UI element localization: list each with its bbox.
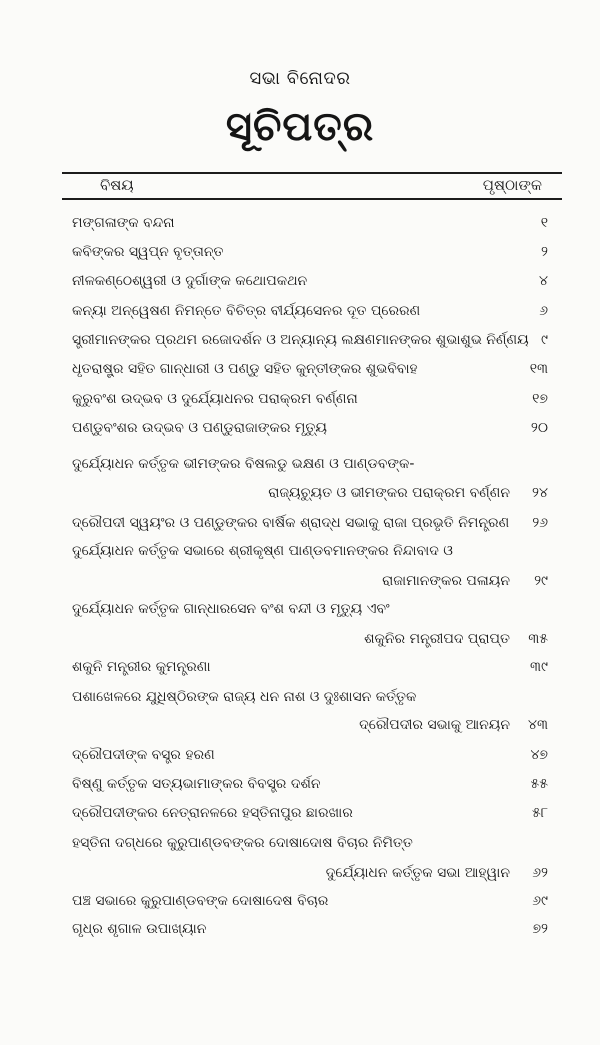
toc-entry-page-number: ୨୪	[532, 485, 548, 501]
toc-entry	[0, 241, 600, 263]
toc-entry-title: ସ୍ତ୍ରୀମାନଙ୍କର ପ୍ରଥମ ରଜୋଦର୍ଶନ ଓ ଅନ୍ୟାନ୍ୟ ଲକ୍ଷଣମାନଙ୍କର ଶୁଭାଶୁଭ ନିର୍ଣ୍ଣୟ	[72, 332, 529, 348]
toc-entry	[0, 656, 600, 678]
page-heading: ସୂଚିପତ୍ର	[225, 104, 375, 150]
toc-entry	[0, 212, 600, 234]
toc-entry-page-number: ୪୭	[530, 747, 548, 763]
toc-entry-page-number: ୬୨	[532, 865, 548, 881]
toc-entry-title: ରାଜାମାନଙ୍କର ପଳାୟନ	[382, 573, 510, 589]
toc-entry-page-number: ୨୯	[534, 573, 548, 589]
toc-entry-page-number: ୧	[540, 215, 548, 231]
header-rule-bottom	[62, 198, 562, 200]
toc-entry	[0, 773, 600, 795]
column-header-page: ପୃଷ୍ଠାଙ୍କ	[482, 176, 542, 194]
toc-entry-title: ଦ୍ରୌପଦୀଙ୍କର ନେତ୍ରାନଳରେ ହସ୍ତିନାପୁର ଛାରଖାର	[72, 805, 353, 821]
toc-entry-page-number: ୩୯	[530, 659, 548, 675]
toc-entry	[0, 598, 600, 620]
toc-entry-continuation	[0, 862, 600, 884]
toc-entry-page-number: ୨୦	[530, 420, 548, 436]
toc-entry-page-number: ୪	[539, 273, 548, 289]
toc-entry	[0, 918, 600, 940]
toc-entry-continuation	[0, 628, 600, 650]
toc-entry-title: ପଞ୍ଚ ସଭାରେ କୁରୁପାଣ୍ଡବଙ୍କ ଦୋଷାଦେଷ ବିଚାର	[72, 893, 329, 909]
toc-entry	[0, 540, 600, 562]
column-header-subject: ବିଷୟ	[100, 176, 134, 194]
toc-entry-title: ଦ୍ରୌପଦୀଙ୍କ ବସ୍ତ୍ର ହରଣ	[72, 747, 215, 763]
toc-entry-title: ଦୁର୍ଯ୍ୟୋଧନ କର୍ତ୍ତୃକ ସଭାରେ ଶ୍ରୀକୃଷ୍ଣ ପାଣ୍ଡବମାନଙ୍କର ନିନ୍ଦାବାଦ ଓ	[72, 543, 453, 559]
toc-entry-page-number: ୬୯	[532, 893, 548, 909]
toc-entry	[0, 300, 600, 322]
toc-entry-title: ଶକୁନି ମନ୍ତ୍ରୀର କୁମନ୍ତ୍ରଣା	[72, 659, 211, 675]
toc-entry-title: ଗୃଧ୍ର ଶୃଗାଳ ଉପାଖ୍ୟାନ	[72, 921, 207, 937]
book-title: ସଭା ବିନୋଦର	[249, 68, 351, 89]
toc-entry-page-number: ୪୩	[528, 717, 548, 733]
toc-entry	[0, 512, 600, 534]
toc-entry-title: ଦୁର୍ଯ୍ୟୋଧନ କର୍ତ୍ତୃକ ଗାନ୍ଧାରସେନ ବଂଶ ବନ୍ଦୀ ଓ ମୃତ୍ୟୁ ଏବଂ	[72, 601, 390, 617]
toc-entry-page-number: ୫୮	[531, 805, 548, 821]
toc-entry	[0, 358, 600, 380]
toc-entry-page-number: ୧୩	[529, 361, 548, 377]
toc-entry-page-number: ୩୫	[528, 631, 548, 647]
toc-entry	[0, 453, 600, 475]
toc-entry-title: କବିଙ୍କର ସ୍ୱପ୍ନ ବୃତ୍ତାନ୍ତ	[72, 244, 224, 260]
toc-entry-title: ମଙ୍ଗଳାଙ୍କ ବନ୍ଦନା	[72, 215, 175, 231]
toc-entry-title: ଧୃତରାଷ୍ଟ୍ର ସହିତ ଗାନ୍ଧାରୀ ଓ ପଣ୍ଡୁ ସହିତ କୁନ୍ତୀଙ୍କର ଶୁଭବିବାହ	[72, 361, 418, 377]
toc-entry-title: କୁରୁବଂଶ ଉଦ୍ଭବ ଓ ଦୁର୍ଯ୍ୟୋଧନର ପରାକ୍ରମ ବର୍ଣ୍ଣନା	[72, 391, 358, 407]
toc-entry-page-number: ୫୫	[530, 776, 548, 792]
toc-entry-page-number: ୭୨	[532, 921, 548, 937]
toc-entry-page-number: ୬	[539, 303, 548, 319]
toc-entry	[0, 890, 600, 912]
toc-entry-title: ଦ୍ରୌପଦୀର ସଭାକୁ ଆନୟନ	[359, 717, 510, 733]
toc-entry-page-number: ୨	[541, 244, 548, 260]
toc-entry-page-number: ୯	[541, 332, 548, 348]
toc-entry-page-number: ୨୬	[532, 515, 548, 531]
toc-entry-title: ଶକୁନିର ମନ୍ତ୍ରୀପଦ ପ୍ରାପ୍ତ	[364, 631, 510, 647]
toc-entry	[0, 417, 600, 439]
toc-entry	[0, 270, 600, 292]
header-rule-top	[62, 172, 562, 174]
toc-entry-title: ପଶାଖେଳରେ ଯୁଧିଷ୍ଠିରଙ୍କ ରାଜ୍ୟ ଧନ ନାଶ ଓ ଦୁଃଶାସନ କର୍ତ୍ତୃକ	[72, 689, 417, 705]
toc-entry-continuation	[0, 570, 600, 592]
toc-entry	[0, 329, 600, 351]
toc-entry-title: ରାଜ୍ୟଚ୍ୟୁତ ଓ ଭୀମଙ୍କର ପରାକ୍ରମ ବର୍ଣ୍ଣନ	[268, 485, 510, 501]
toc-entry-title: ପଣ୍ଡୁବଂଶର ଉଦ୍ଭବ ଓ ପଣ୍ଡୁରାଜାଙ୍କର ମୃତ୍ୟୁ	[72, 420, 327, 436]
toc-entry	[0, 388, 600, 410]
toc-entry-title: ହସ୍ତିନା ଦଗ୍ଧରେ କୁରୁପାଣ୍ଡବଙ୍କର ଦୋଷାଦୋଷ ବିଚାର ନିମିତ୍ତ	[72, 835, 413, 851]
toc-entry	[0, 832, 600, 854]
toc-entry-title: କନ୍ୟା ଅନ୍ୱେଷଣ ନିମନ୍ତେ ବିଚିତ୍ର ବୀର୍ଯ୍ୟସେନର ଦୂତ ପ୍ରେରଣ	[72, 303, 421, 319]
toc-entry-title: ଦ୍ରୌପଦୀ ସ୍ୱୟଂର ଓ ପଣ୍ଡୁଙ୍କର ବାର୍ଷିକ ଶ୍ରାଦ୍ଧ ସଭାକୁ ରାଜା ପ୍ରଭୃତି ନିମନ୍ତ୍ରଣ	[72, 515, 510, 531]
toc-entry-continuation	[0, 714, 600, 736]
toc-entry-page-number: ୧୭	[532, 391, 548, 407]
toc-entry-title: ଦୁର୍ଯ୍ୟୋଧନ କର୍ତ୍ତୃକ ଭୀମଙ୍କର ବିଷଲଡୁ ଭକ୍ଷଣ ଓ ପାଣ୍ଡବଙ୍କ-	[72, 456, 415, 472]
toc-entry-continuation	[0, 482, 600, 504]
toc-entry	[0, 686, 600, 708]
toc-entry	[0, 802, 600, 824]
toc-entry-title: ଦୁର୍ଯ୍ୟୋଧନ କର୍ତ୍ତୃକ ସଭା ଆହ୍ୱାନ	[325, 865, 510, 881]
toc-entry	[0, 744, 600, 766]
toc-entry-title: ବିଷ୍ଣୁ କର୍ତ୍ତୃକ ସତ୍ୟଭାମାଙ୍କର ବିବସ୍ତ୍ର ଦର୍ଶନ	[72, 776, 321, 792]
toc-entry-title: ନୀଳକଣ୍ଠେଶ୍ୱରୀ ଓ ଦୁର୍ଗାଙ୍କ କଥୋପକଥନ	[72, 273, 308, 289]
